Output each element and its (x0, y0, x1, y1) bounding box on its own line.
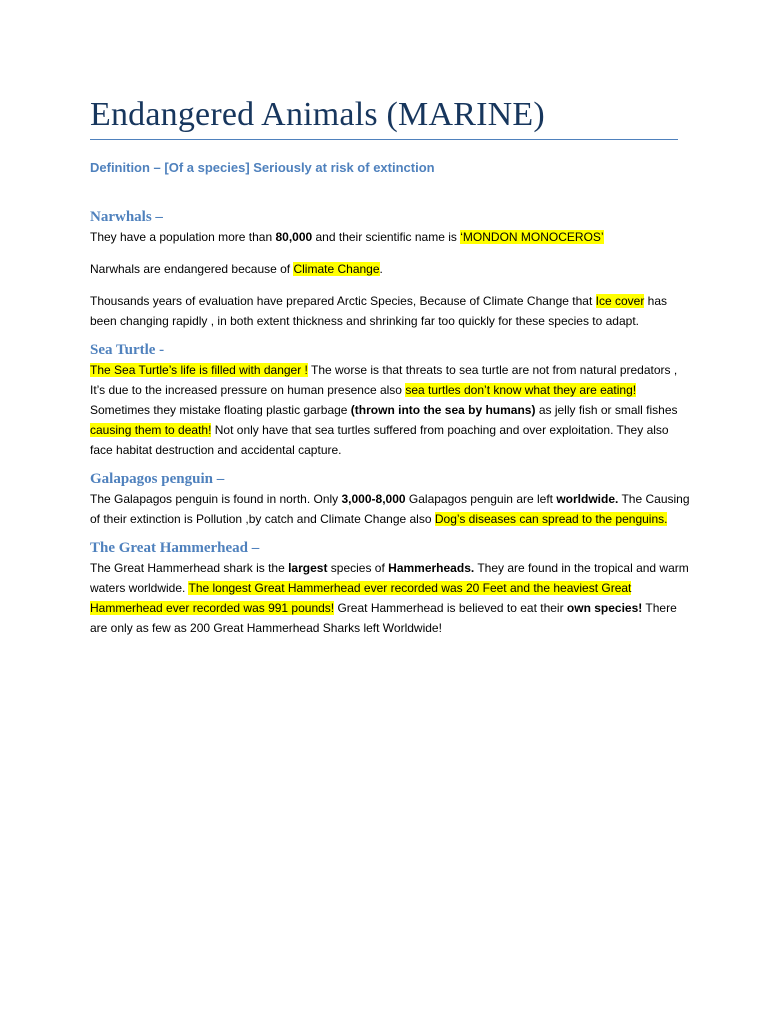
narwhals-paragraph-3 (90, 291, 690, 331)
bold-text: own species! (566, 601, 643, 615)
text-run: Great Hammerhead is believed to eat their (334, 601, 567, 615)
text-run: Narwhals are endangered because of (90, 262, 294, 276)
text-run: Sometimes they mistake floating plastic garbage (90, 403, 351, 417)
sea-turtle-paragraph (90, 360, 690, 460)
text-run: They have a population more than (90, 230, 276, 244)
narwhals-paragraph-2 (90, 259, 690, 279)
highlighted-text: causing them to death! (90, 423, 212, 437)
bold-text: Hammerheads. (388, 561, 475, 575)
highlighted-text: ‘MONDON MONOCEROS’ (460, 230, 604, 244)
highlighted-text: Climate Change (293, 262, 380, 276)
highlighted-text: The longest Great Hammerhead ever recorded was 20 Feet and the heaviest Great Hammerhead ever recorded was 991 pounds! (90, 581, 632, 615)
text-run: The Galapagos penguin is found in north. Only (90, 492, 342, 506)
highlighted-text: sea turtles don’t know what they are eating! (405, 383, 637, 397)
text-run: Not only have that sea turtles suffered from poaching and over exploitation. They also face habitat destruction and accidental capture. (90, 423, 669, 457)
highlighted-text: Ice cover (595, 294, 645, 308)
great-hammerhead-heading: The Great Hammerhead – (90, 540, 260, 556)
text-run: as jelly fish or small fishes (535, 403, 678, 417)
text-run: The worse is that threats to sea turtle are not from natural predators , It’s due to the increased pressure on human presence also (90, 363, 678, 397)
text-run: and their scientific name is (312, 230, 461, 244)
bold-text: 3,000-8,000 (341, 492, 406, 506)
narwhals-heading: Narwhals – (90, 209, 163, 225)
text-run: There are only as few as 200 Great Hammerhead Sharks left Worldwide! (90, 601, 677, 635)
bold-text: (thrown into the sea by humans) (350, 403, 536, 417)
sea-turtle-heading: Sea Turtle - (90, 342, 165, 358)
highlighted-text: Dog’s diseases can spread to the penguins. (434, 512, 668, 526)
text-run: The Causing of their extinction is Pollution ,by catch and Climate Change also (90, 492, 690, 526)
galapagos-penguin-heading: Galapagos penguin – (90, 471, 225, 487)
text-run: The Great Hammerhead shark is the (90, 561, 289, 575)
narwhals-paragraph-1 (90, 227, 690, 247)
text-run: . (379, 262, 383, 276)
text-run: They are found in the tropical and warm waters worldwide. (90, 561, 689, 595)
bold-text: 80,000 (275, 230, 313, 244)
title-underline (90, 139, 678, 140)
bold-text: largest (288, 561, 328, 575)
document-content (90, 94, 690, 638)
galapagos-penguin-paragraph (90, 489, 690, 529)
great-hammerhead-paragraph (90, 558, 690, 638)
text-run: has been changing rapidly , in both extent thickness and shrinking far too quickly for these species to adapt. (90, 294, 668, 328)
highlighted-text: The Sea Turtle’s life is filled with danger ! (90, 363, 308, 377)
text-run: Galapagos penguin are left (405, 492, 557, 506)
definition-line: Definition – [Of a species] Seriously at risk of extinction (90, 160, 435, 175)
bold-text: worldwide. (556, 492, 619, 506)
text-run: species of (327, 561, 389, 575)
text-run: Thousands years of evaluation have prepared Arctic Species, Because of Climate Change that (90, 294, 596, 308)
page-title: Endangered Animals (MARINE) (90, 96, 545, 133)
